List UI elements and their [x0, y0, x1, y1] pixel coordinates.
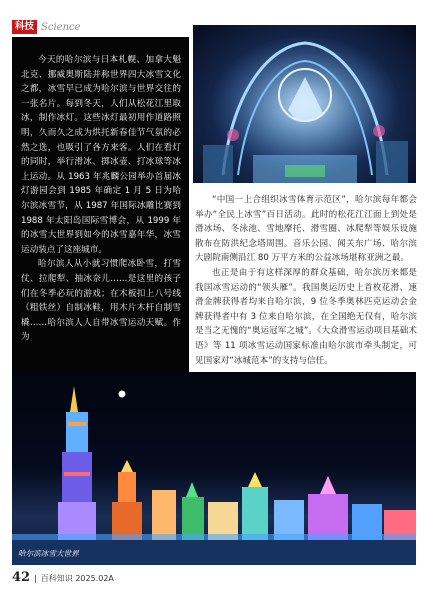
section-header [12, 19, 81, 35]
paragraph: “中国一上合组织冰雪体育示范区”，哈尔滨每年都会举办“全民上冰雪”百日活动。此时的松花江江面上到处是滑冰场、冬泳池、雪地摩托、滑雪圈、冰爬犁等娱乐设施散布在防洪纪念塔周围。音乐公园、闻关东广场、哈尔滨大剧院南侧沿江 80 万平方米的公益冰场堪称亚洲之最。 [195, 195, 417, 264]
section-tag: 科技 [12, 20, 37, 34]
ice-sculpture-photo [193, 25, 416, 183]
photo-caption: 哈尔滨冰雪大世界 [18, 549, 79, 558]
section-tag-english: Science [41, 21, 81, 33]
ice-snow-world-photo [12, 372, 416, 565]
paragraph: 哈尔滨人从小就习惯爬冰卧雪，打雪仗、拉爬犁、抽冰奈儿……是这里的孩子们在冬季必玩的游戏；在木板扣上八号线（粗铁丝）自制冰鞋，用木片木杆自制雪橇……哈尔滨人人自带冰雪运动天赋。作为 [21, 259, 181, 343]
page-number: 42 [12, 570, 31, 585]
paragraph: 也正是由于有这样深厚的群众基础，哈尔滨历来都是我国冰雪运动的“领头雁”。我国奥运历史上首枚花滑、速滑金牌获得者均来自哈尔滨，9 位冬季奥林匹克运动会金牌获得者中有 3 位来自哈尔滨，在全国绝无仅有，哈尔滨是当之无愧的“奥运冠军之城”。《大众滑雪运动项目基础术语》等 11 项冰雪运动国家标准由哈尔滨市牵头制定，可见国家对“冰城范本”的支持与信任。 [195, 267, 417, 366]
ice-city-illustration [12, 372, 416, 565]
moon-icon [119, 391, 126, 398]
page-footer [12, 570, 114, 585]
magazine-issue: 百科知识 2025.02A [40, 574, 114, 583]
right-text-column [195, 193, 417, 368]
left-text-column [12, 37, 189, 372]
footer-separator: | [34, 574, 37, 583]
ice-sculpture-illustration [193, 25, 416, 183]
paragraph: 今天的哈尔滨与日本札幌、加拿大魁北克、挪威奥斯陆并称世界四大冰雪文化之都，冰雪早已成为哈尔滨与世界交往的一张名片。每到冬天，人们从松花江里取冰，制作冰灯。这些冰灯最初用作道路照明，久而久之成为烘托新春佳节气氛的必然之选，也吸引了各方来客。人们在看灯的同时，举行滑冰、掷冰壶、打冰球等冰上运动。从 1963 年兆麟公园举办首届冰灯游园会到 1985 年确定 1 月 5 日为哈尔滨冰雪节，从 1987 年国际冰雕比赛到 1988 年太阳岛国际雪博会，从 1999 年的冰雪大世界到如今的冰雪嘉年华，冰雪运动装点了这座城市。 [21, 55, 181, 255]
